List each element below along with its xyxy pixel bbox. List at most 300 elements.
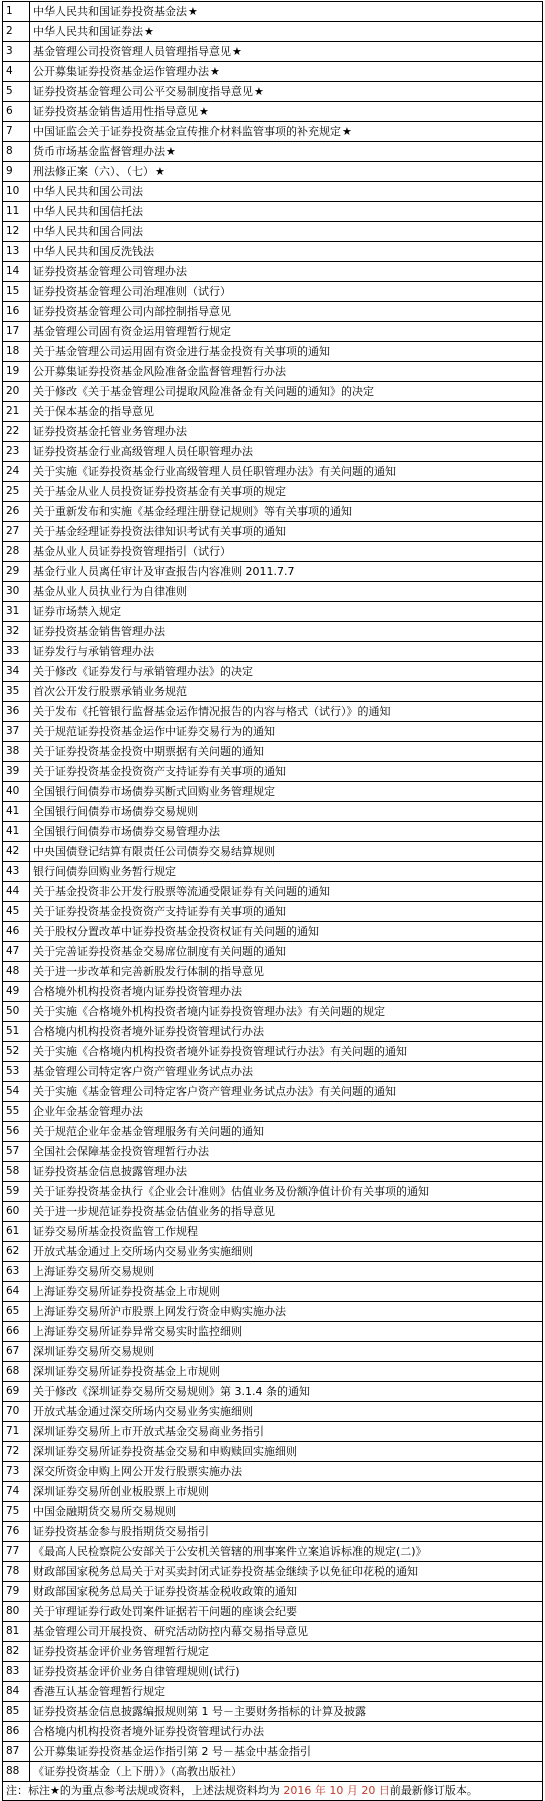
- regulation-title-cell: [30, 162, 543, 182]
- table-row: [3, 642, 543, 662]
- row-number: 46: [3, 922, 30, 942]
- table-row: [3, 1242, 543, 1262]
- regulation-title: 全国银行间债券市场债券交易管理办法: [33, 825, 220, 838]
- row-number: 8: [3, 142, 30, 162]
- regulation-title: 中央国债登记结算有限责任公司债券交易结算规则: [33, 845, 275, 858]
- row-number: 88: [3, 1762, 30, 1782]
- regulation-title: 财政部国家税务总局关于对买卖封闭式证券投资基金继续予以免征印花税的通知: [33, 1565, 418, 1578]
- regulation-title-cell: [30, 742, 543, 762]
- regulation-title: 证券交易所基金投资监管工作规程: [33, 1225, 198, 1238]
- row-number: 84: [3, 1682, 30, 1702]
- key-reference-star-icon: ★: [155, 165, 165, 178]
- regulation-title-cell: [30, 2, 543, 22]
- table-row: [3, 1642, 543, 1662]
- regulation-title-cell: [30, 1082, 543, 1102]
- table-row: [3, 582, 543, 602]
- row-number: 65: [3, 1302, 30, 1322]
- regulation-title-cell: [30, 342, 543, 362]
- regulation-title-cell: [30, 242, 543, 262]
- table-row: [3, 1222, 543, 1242]
- row-number: 40: [3, 782, 30, 802]
- regulations-table: [2, 1, 543, 1782]
- regulations-table-body: [3, 2, 543, 1782]
- regulation-title: 深圳证券交易所交易规则: [33, 1345, 154, 1358]
- table-row: [3, 1622, 543, 1642]
- regulation-title: 关于证券投资基金投资资产支持证券有关事项的通知: [33, 765, 286, 778]
- table-row: [3, 942, 543, 962]
- row-number: 54: [3, 1082, 30, 1102]
- regulation-title-cell: [30, 1002, 543, 1022]
- row-number: 77: [3, 1542, 30, 1562]
- key-reference-star-icon: ★: [144, 25, 154, 38]
- row-number: 52: [3, 1042, 30, 1062]
- regulation-title: 关于实施《合格境外机构投资者境内证券投资管理办法》有关问题的规定: [33, 1005, 385, 1018]
- regulation-title: 关于股权分置改革中证券投资基金投资权证有关问题的通知: [33, 925, 319, 938]
- regulation-title: 关于进一步改革和完善新股发行体制的指导意见: [33, 965, 264, 978]
- regulation-title-cell: [30, 82, 543, 102]
- regulation-title-cell: [30, 642, 543, 662]
- regulation-title-cell: [30, 382, 543, 402]
- key-reference-star-icon: ★: [188, 5, 198, 18]
- regulation-title-cell: [30, 282, 543, 302]
- regulation-title: 中国证监会关于证券投资基金宣传推介材料监管事项的补充规定: [33, 125, 341, 138]
- table-row: [3, 1022, 543, 1042]
- regulation-title: 上海证券交易所交易规则: [33, 1265, 154, 1278]
- table-row: [3, 762, 543, 782]
- regulation-title: 关于证券投资基金投资中期票据有关问题的通知: [33, 745, 264, 758]
- regulation-title-cell: [30, 762, 543, 782]
- table-row: [3, 342, 543, 362]
- regulation-title: 证券投资基金管理公司管理办法: [33, 265, 187, 278]
- regulation-title: 公开募集证券投资基金风险准备金监督管理暂行办法: [33, 365, 286, 378]
- regulation-title-cell: [30, 1022, 543, 1042]
- regulation-title-cell: [30, 1382, 543, 1402]
- row-number: 14: [3, 262, 30, 282]
- row-number: 25: [3, 482, 30, 502]
- row-number: 87: [3, 1742, 30, 1762]
- table-row: [3, 1542, 543, 1562]
- regulation-title: 关于基金经理证券投资法律知识考试有关事项的通知: [33, 525, 286, 538]
- table-row: [3, 1422, 543, 1442]
- regulation-title: 基金行业人员离任审计及审查报告内容准则 2011.7.7: [33, 565, 295, 578]
- regulation-title: 合格境内机构投资者境外证券投资管理试行办法: [33, 1725, 264, 1738]
- regulation-title-cell: [30, 1062, 543, 1082]
- row-number: 73: [3, 1462, 30, 1482]
- regulation-title-cell: [30, 1502, 543, 1522]
- regulation-title: 深圳证券交易所创业板股票上市规则: [33, 1485, 209, 1498]
- regulation-title-cell: [30, 422, 543, 442]
- regulation-title-cell: [30, 302, 543, 322]
- row-number: 63: [3, 1262, 30, 1282]
- regulation-title: 《最高人民检察院公安部关于公安机关管辖的刑事案件立案追诉标准的规定(二)》: [33, 1545, 427, 1558]
- regulation-title-cell: [30, 1102, 543, 1122]
- row-number: 31: [3, 602, 30, 622]
- table-row: [3, 842, 543, 862]
- table-row: [3, 1082, 543, 1102]
- table-row: [3, 702, 543, 722]
- row-number: 80: [3, 1602, 30, 1622]
- key-reference-star-icon: ★: [210, 65, 220, 78]
- regulation-title-cell: [30, 402, 543, 422]
- table-row: [3, 62, 543, 82]
- regulation-title-cell: [30, 22, 543, 42]
- footnote-suffix: 前最新修订版本。: [389, 1784, 478, 1797]
- table-row: [3, 1502, 543, 1522]
- regulation-title: 关于证券投资基金投资资产支持证券有关事项的通知: [33, 905, 286, 918]
- regulation-title-cell: [30, 682, 543, 702]
- row-number: 72: [3, 1442, 30, 1462]
- row-number: 44: [3, 882, 30, 902]
- table-row: [3, 102, 543, 122]
- regulation-title-cell: [30, 1302, 543, 1322]
- table-row: [3, 1002, 543, 1022]
- table-row: [3, 1602, 543, 1622]
- table-row: [3, 382, 543, 402]
- regulation-title-cell: [30, 562, 543, 582]
- key-reference-star-icon: ★: [166, 145, 176, 158]
- regulation-title: 全国银行间债券市场债券买断式回购业务管理规定: [33, 785, 275, 798]
- regulation-title: 证券投资基金行业高级管理人员任职管理办法: [33, 445, 253, 458]
- regulation-title-cell: [30, 1702, 543, 1722]
- row-number: 33: [3, 642, 30, 662]
- regulation-title: 中华人民共和国证券投资基金法: [33, 5, 187, 18]
- table-row: [3, 1562, 543, 1582]
- regulation-title-cell: [30, 1522, 543, 1542]
- regulation-title: 企业年金基金管理办法: [33, 1105, 143, 1118]
- regulation-title: 证券投资基金评价业务自律管理规则(试行): [33, 1665, 240, 1678]
- regulation-title: 银行间债券回购业务暂行规定: [33, 865, 176, 878]
- table-row: [3, 1442, 543, 1462]
- regulation-title: 深圳证券交易所上市开放式基金交易商业务指引: [33, 1425, 264, 1438]
- table-row: [3, 182, 543, 202]
- regulation-title-cell: [30, 1742, 543, 1762]
- regulation-title-cell: [30, 1602, 543, 1622]
- regulation-title-cell: [30, 1762, 543, 1782]
- row-number: 21: [3, 402, 30, 422]
- regulation-title: 关于修改《关于基金管理公司提取风险准备金有关问题的通知》的决定: [33, 385, 374, 398]
- regulation-title: 基金管理公司投资管理人员管理指导意见: [33, 45, 231, 58]
- row-number: 81: [3, 1622, 30, 1642]
- regulation-title-cell: [30, 442, 543, 462]
- regulation-title: 公开募集证券投资基金运作指引第 2 号－基金中基金指引: [33, 1745, 311, 1758]
- regulation-title: 基金从业人员证券投资管理指引（试行）: [33, 545, 231, 558]
- table-row: [3, 1742, 543, 1762]
- regulation-title-cell: [30, 202, 543, 222]
- table-row: [3, 162, 543, 182]
- row-number: 62: [3, 1242, 30, 1262]
- table-row: [3, 1282, 543, 1302]
- regulation-title-cell: [30, 662, 543, 682]
- regulation-title-cell: [30, 482, 543, 502]
- row-number: 9: [3, 162, 30, 182]
- regulation-title-cell: [30, 1402, 543, 1422]
- row-number: 19: [3, 362, 30, 382]
- table-row: [3, 542, 543, 562]
- row-number: 82: [3, 1642, 30, 1662]
- regulation-title-cell: [30, 1682, 543, 1702]
- regulation-title: 货币市场基金监督管理办法: [33, 145, 165, 158]
- regulation-title: 关于证券投资基金执行《企业会计准则》估值业务及份额净值计价有关事项的通知: [33, 1185, 429, 1198]
- regulation-title: 中国金融期货交易所交易规则: [33, 1505, 176, 1518]
- regulation-title-cell: [30, 822, 543, 842]
- regulation-title-cell: [30, 942, 543, 962]
- table-row: [3, 822, 543, 842]
- regulation-title: 证券投资基金管理公司公平交易制度指导意见: [33, 85, 253, 98]
- table-row: [3, 1322, 543, 1342]
- row-number: 10: [3, 182, 30, 202]
- row-number: 76: [3, 1522, 30, 1542]
- row-number: 49: [3, 982, 30, 1002]
- table-row: [3, 662, 543, 682]
- regulation-title: 关于实施《基金管理公司特定客户资产管理业务试点办法》有关问题的通知: [33, 1085, 396, 1098]
- row-number: 41: [3, 822, 30, 842]
- regulation-title: 证券投资基金信息披露编报规则第 1 号－主要财务指标的计算及披露: [33, 1705, 366, 1718]
- regulation-title-cell: [30, 182, 543, 202]
- regulation-title-cell: [30, 802, 543, 822]
- table-row: [3, 862, 543, 882]
- row-number: 22: [3, 422, 30, 442]
- row-number: 57: [3, 1142, 30, 1162]
- table-row: [3, 922, 543, 942]
- row-number: 18: [3, 342, 30, 362]
- table-row: [3, 402, 543, 422]
- regulation-title-cell: [30, 1542, 543, 1562]
- regulation-title-cell: [30, 1042, 543, 1062]
- regulation-title: 证券投资基金托管业务管理办法: [33, 425, 187, 438]
- row-number: 12: [3, 222, 30, 242]
- regulation-title-cell: [30, 1262, 543, 1282]
- regulation-title-cell: [30, 1342, 543, 1362]
- row-number: 29: [3, 562, 30, 582]
- row-number: 45: [3, 902, 30, 922]
- row-number: 1: [3, 2, 30, 22]
- regulation-title-cell: [30, 322, 543, 342]
- row-number: 13: [3, 242, 30, 262]
- regulation-title: 证券投资基金评价业务管理暂行规定: [33, 1645, 209, 1658]
- row-number: 85: [3, 1702, 30, 1722]
- row-number: 26: [3, 502, 30, 522]
- regulation-title-cell: [30, 102, 543, 122]
- regulation-title: 基金从业人员执业行为自律准则: [33, 585, 187, 598]
- table-row: [3, 902, 543, 922]
- regulation-title-cell: [30, 1122, 543, 1142]
- table-row: [3, 322, 543, 342]
- regulation-title-cell: [30, 1642, 543, 1662]
- regulation-title: 上海证券交易所证券投资基金上市规则: [33, 1285, 220, 1298]
- table-row: [3, 1202, 543, 1222]
- row-number: 86: [3, 1722, 30, 1742]
- row-number: 20: [3, 382, 30, 402]
- regulation-title: 关于发布《托管银行监督基金运作情况报告的内容与格式（试行）》的通知: [33, 705, 391, 718]
- row-number: 83: [3, 1662, 30, 1682]
- regulation-title-cell: [30, 1142, 543, 1162]
- table-row: [3, 442, 543, 462]
- table-row: [3, 222, 543, 242]
- row-number: 59: [3, 1182, 30, 1202]
- regulation-title: 深圳证券交易所证券投资基金交易和申购赎回实施细则: [33, 1445, 297, 1458]
- row-number: 24: [3, 462, 30, 482]
- regulation-title: 关于规范企业年金基金管理服务有关问题的通知: [33, 1125, 264, 1138]
- regulation-title-cell: [30, 1282, 543, 1302]
- table-row: [3, 202, 543, 222]
- regulation-title: 关于修改《深圳证券交易所交易规则》第 3.1.4 条的通知: [33, 1385, 310, 1398]
- regulation-title-cell: [30, 902, 543, 922]
- regulation-title-cell: [30, 602, 543, 622]
- row-number: 51: [3, 1022, 30, 1042]
- regulation-title: 关于规范证券投资基金运作中证券交易行为的通知: [33, 725, 275, 738]
- regulation-title: 中华人民共和国反洗钱法: [33, 245, 154, 258]
- row-number: 32: [3, 622, 30, 642]
- regulation-title-cell: [30, 1362, 543, 1382]
- key-reference-star-icon: ★: [342, 125, 352, 138]
- table-row: [3, 1102, 543, 1122]
- row-number: 71: [3, 1422, 30, 1442]
- regulation-title-cell: [30, 222, 543, 242]
- table-row: [3, 22, 543, 42]
- row-number: 48: [3, 962, 30, 982]
- regulation-title: 刑法修正案（六）、（七）: [33, 165, 154, 178]
- regulation-title: 合格境内机构投资者境外证券投资管理试行办法: [33, 1025, 264, 1038]
- regulation-title: 关于实施《合格境内机构投资者境外证券投资管理试行办法》有关问题的通知: [33, 1045, 407, 1058]
- row-number: 4: [3, 62, 30, 82]
- table-row: [3, 1142, 543, 1162]
- regulation-title-cell: [30, 782, 543, 802]
- row-number: 6: [3, 102, 30, 122]
- table-row: [3, 122, 543, 142]
- regulation-title-cell: [30, 862, 543, 882]
- regulation-title: 关于进一步规范证券投资基金估值业务的指导意见: [33, 1205, 275, 1218]
- regulation-title: 基金管理公司特定客户资产管理业务试点办法: [33, 1065, 253, 1078]
- regulation-title: 合格境外机构投资者境内证券投资管理办法: [33, 985, 242, 998]
- regulation-title-cell: [30, 1562, 543, 1582]
- regulation-title-cell: [30, 542, 543, 562]
- regulation-title-cell: [30, 622, 543, 642]
- row-number: 11: [3, 202, 30, 222]
- row-number: 17: [3, 322, 30, 342]
- regulation-title: 关于基金投资非公开发行股票等流通受限证券有关问题的通知: [33, 885, 330, 898]
- regulation-title-cell: [30, 842, 543, 862]
- regulation-title: 证券发行与承销管理办法: [33, 645, 154, 658]
- regulation-title-cell: [30, 922, 543, 942]
- row-number: 68: [3, 1362, 30, 1382]
- regulation-title: 基金管理公司固有资金运用管理暂行规定: [33, 325, 231, 338]
- regulation-title-cell: [30, 1482, 543, 1502]
- regulation-title-cell: [30, 1582, 543, 1602]
- regulation-title: 证券投资基金管理公司治理准则（试行）: [33, 285, 231, 298]
- regulation-title-cell: [30, 262, 543, 282]
- row-number: 47: [3, 942, 30, 962]
- regulation-title-cell: [30, 882, 543, 902]
- regulation-title-cell: [30, 1462, 543, 1482]
- table-row: [3, 362, 543, 382]
- table-row: [3, 1182, 543, 1202]
- regulation-title-cell: [30, 62, 543, 82]
- table-row: [3, 1482, 543, 1502]
- row-number: 70: [3, 1402, 30, 1422]
- table-row: [3, 722, 543, 742]
- row-number: 50: [3, 1002, 30, 1022]
- row-number: 27: [3, 522, 30, 542]
- regulation-title: 深圳证券交易所证券投资基金上市规则: [33, 1365, 220, 1378]
- row-number: 61: [3, 1222, 30, 1242]
- table-row: [3, 142, 543, 162]
- row-number: 60: [3, 1202, 30, 1222]
- regulation-title-cell: [30, 122, 543, 142]
- regulation-title: 关于基金管理公司运用固有资金进行基金投资有关事项的通知: [33, 345, 330, 358]
- table-row: [3, 1462, 543, 1482]
- row-number: 75: [3, 1502, 30, 1522]
- table-row: [3, 682, 543, 702]
- row-number: 3: [3, 42, 30, 62]
- table-row: [3, 1382, 543, 1402]
- row-number: 2: [3, 22, 30, 42]
- row-number: 56: [3, 1122, 30, 1142]
- table-row: [3, 1122, 543, 1142]
- regulation-title-cell: [30, 142, 543, 162]
- regulation-title: 开放式基金通过深交所场内交易业务实施细则: [33, 1405, 253, 1418]
- table-row: [3, 962, 543, 982]
- table-row: [3, 1302, 543, 1322]
- table-row: [3, 982, 543, 1002]
- table-row: [3, 1402, 543, 1422]
- regulation-title: 深交所资金申购上网公开发行股票实施办法: [33, 1465, 242, 1478]
- regulation-title: 证券投资基金信息披露管理办法: [33, 1165, 187, 1178]
- regulation-title-cell: [30, 1182, 543, 1202]
- row-number: 35: [3, 682, 30, 702]
- row-number: 78: [3, 1562, 30, 1582]
- table-row: [3, 82, 543, 102]
- table-row: [3, 1162, 543, 1182]
- regulation-title: 《证券投资基金（上下册）》（高教出版社）: [33, 1765, 242, 1778]
- row-number: 5: [3, 82, 30, 102]
- regulation-title: 关于审理证券行政处罚案件证据若干问题的座谈会纪要: [33, 1605, 297, 1618]
- regulation-title: 证券投资基金参与股指期货交易指引: [33, 1525, 209, 1538]
- row-number: 38: [3, 742, 30, 762]
- regulation-title: 中华人民共和国信托法: [33, 205, 143, 218]
- row-number: 39: [3, 762, 30, 782]
- footnote-prefix: 注：标注★的为重点参考法规或资料，上述法规资料均为: [6, 1784, 284, 1797]
- regulation-title: 上海证券交易所沪市股票上网发行资金申购实施办法: [33, 1305, 286, 1318]
- regulation-title-cell: [30, 702, 543, 722]
- regulation-title: 基金管理公司开展投资、研究活动防控内幕交易指导意见: [33, 1625, 308, 1638]
- regulation-title-cell: [30, 1722, 543, 1742]
- row-number: 28: [3, 542, 30, 562]
- row-number: 41: [3, 802, 30, 822]
- row-number: 66: [3, 1322, 30, 1342]
- row-number: 23: [3, 442, 30, 462]
- table-row: [3, 1762, 543, 1782]
- regulation-title: 关于修改《证券发行与承销管理办法》的决定: [33, 665, 253, 678]
- regulation-title: 证券投资基金管理公司内部控制指导意见: [33, 305, 231, 318]
- regulation-title: 关于基金从业人员投资证券投资基金有关事项的规定: [33, 485, 286, 498]
- regulation-title-cell: [30, 522, 543, 542]
- table-row: [3, 422, 543, 442]
- regulation-title: 首次公开发行股票承销业务规范: [33, 685, 187, 698]
- regulation-title-cell: [30, 1442, 543, 1462]
- regulation-title-cell: [30, 462, 543, 482]
- regulation-title: 关于保本基金的指导意见: [33, 405, 154, 418]
- table-row: [3, 462, 543, 482]
- table-row: [3, 502, 543, 522]
- table-row: [3, 1722, 543, 1742]
- regulation-title: 全国社会保障基金投资管理暂行办法: [33, 1145, 209, 1158]
- regulation-title: 财政部国家税务总局关于证券投资基金税收政策的通知: [33, 1585, 297, 1598]
- table-row: [3, 742, 543, 762]
- table-row: [3, 2, 543, 22]
- regulation-title-cell: [30, 362, 543, 382]
- footnote-date: 2016 年 10 月 20 日: [283, 1784, 390, 1797]
- row-number: 53: [3, 1062, 30, 1082]
